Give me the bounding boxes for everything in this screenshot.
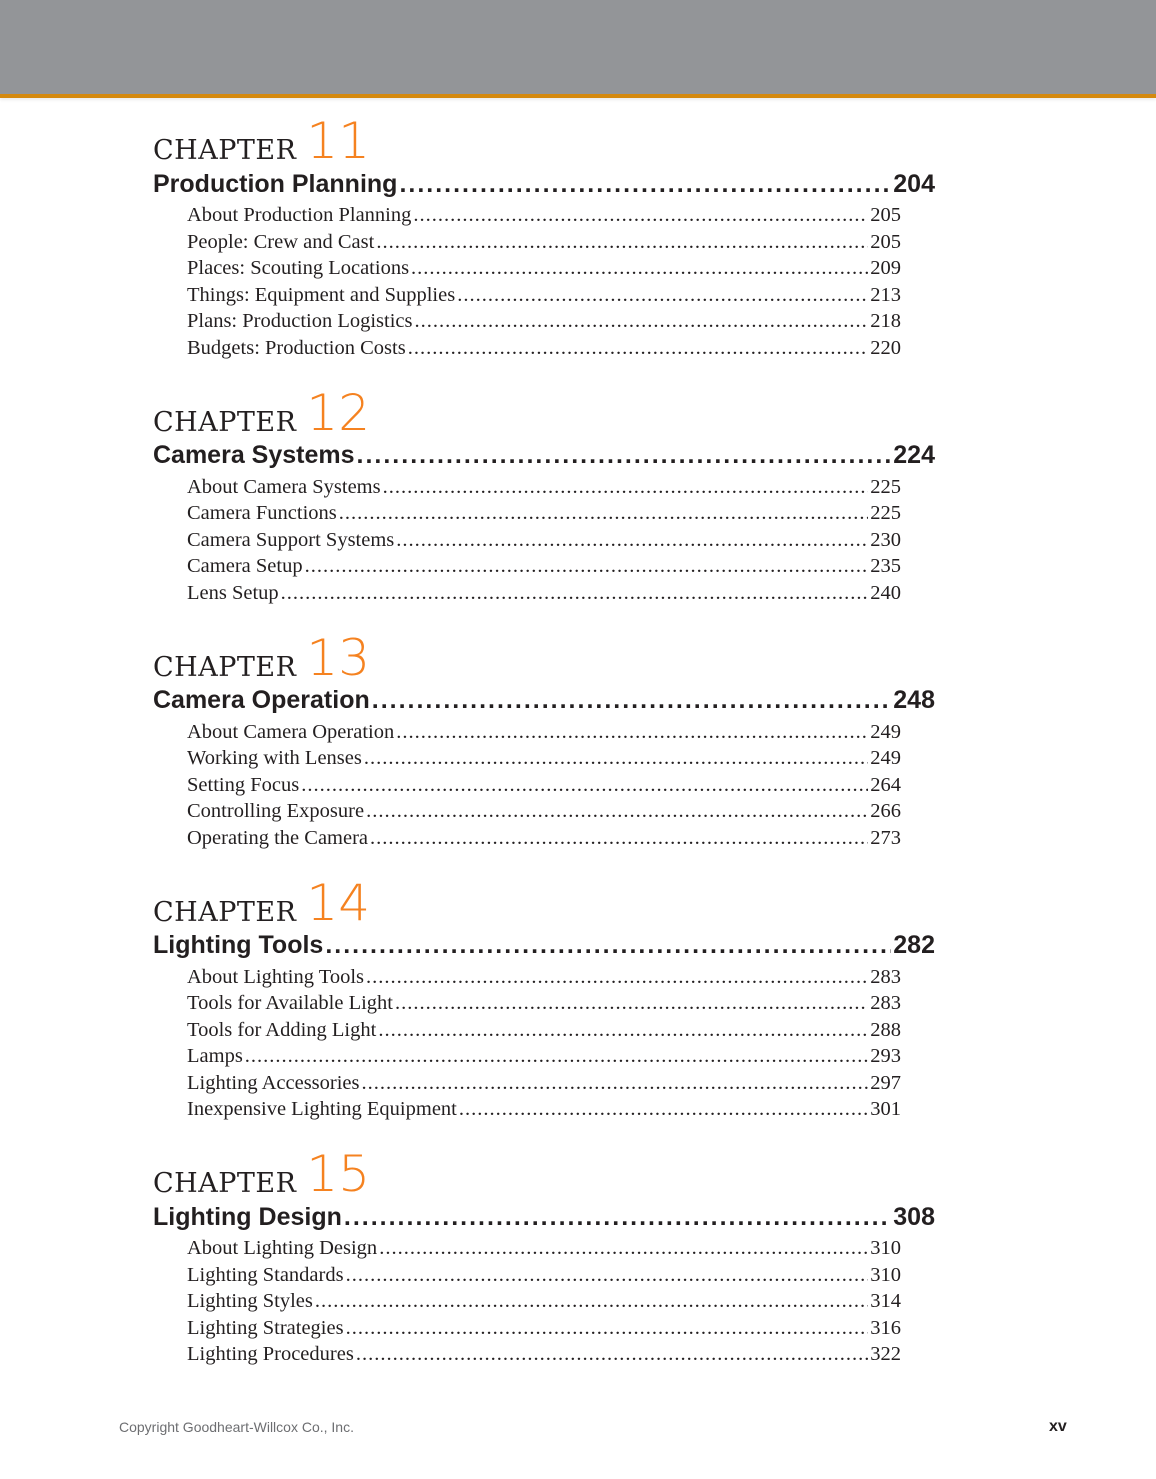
entry-page: 218 [870,310,901,333]
chapter-section [153,874,935,1146]
dot-leader [457,284,868,307]
chapter-number: 15 [306,1145,371,1204]
entry-page: 266 [870,800,901,823]
chapter-word: CHAPTER [153,651,297,683]
chapter-section [153,112,935,384]
dot-leader [399,170,891,199]
chapter-number: 11 [306,112,371,170]
entry-page: 225 [870,475,901,498]
dot-leader [245,1045,868,1068]
toc-entry[interactable] [187,1045,901,1072]
entry-label: Controlling Exposure [187,800,365,823]
dot-leader [396,721,868,744]
spacer [153,609,935,629]
chapter-title-link[interactable] [153,926,935,966]
dot-leader [415,310,869,333]
chapter-page: 248 [893,686,935,715]
chapter-title-link[interactable] [153,436,935,476]
entry-page: 264 [870,773,901,796]
entry-page: 249 [870,747,901,770]
dot-leader [370,827,868,850]
entry-label: Lighting Strategies [187,1316,344,1339]
toc-entry[interactable] [187,747,901,774]
entry-page: 273 [870,826,901,849]
dot-leader [346,1317,869,1340]
toc-entry[interactable] [187,992,901,1019]
table-of-contents [153,112,935,1390]
dot-leader [413,204,868,227]
chapter-title: Camera Operation [153,686,370,715]
toc-entry[interactable] [187,1098,901,1125]
entry-page: 249 [870,720,901,743]
entry-page: 209 [870,257,901,280]
entry-label: Lighting Procedures [187,1343,354,1366]
toc-entry[interactable] [187,1343,901,1370]
dot-leader [396,529,868,552]
entry-page: 297 [870,1071,901,1094]
entry-page: 322 [870,1343,901,1366]
toc-entry[interactable] [187,966,901,993]
entry-page: 205 [870,230,901,253]
dot-leader [281,582,869,605]
entry-label: People: Crew and Cast [187,230,375,253]
entry-page: 240 [870,581,901,604]
toc-entry[interactable] [187,337,901,364]
copyright-notice: Copyright Goodheart-Willcox Co., Inc. [119,1419,354,1435]
toc-entry[interactable] [187,582,901,609]
entry-label: Camera Functions [187,502,337,525]
entry-label: Operating the Camera [187,826,369,849]
chapter-title-link[interactable] [153,164,935,204]
spacer [153,1370,935,1390]
chapter-heading [153,1145,935,1204]
entry-label: Inexpensive Lighting Equipment [187,1098,457,1121]
toc-entry[interactable] [187,800,901,827]
chapter-heading [153,112,935,170]
chapter-title: Production Planning [153,169,398,198]
chapter-word: CHAPTER [153,896,297,928]
toc-entry[interactable] [187,1019,901,1046]
chapter-section [153,629,935,874]
entry-page: 205 [870,204,901,226]
dot-leader [339,502,869,525]
entry-page: 316 [870,1316,901,1339]
entry-label: About Camera Operation [187,720,395,743]
entry-page: 283 [870,992,901,1015]
entry-label: Working with Lenses [187,747,362,770]
chapter-word: CHAPTER [153,406,297,438]
dot-leader [411,257,868,280]
dot-leader [366,800,868,823]
entry-page: 310 [870,1263,901,1286]
dot-leader [459,1098,868,1121]
entry-label: Setting Focus [187,773,300,796]
entry-label: Camera Support Systems [187,528,395,551]
entry-label: Lighting Accessories [187,1071,360,1094]
dot-leader [356,1343,868,1366]
dot-leader [408,337,869,360]
chapter-heading [153,383,935,442]
entry-label: Things: Equipment and Supplies [187,283,456,306]
dot-leader [346,1264,869,1287]
entry-page: 283 [870,965,901,988]
entry-label: Budgets: Production Costs [187,336,406,359]
chapter-number: 14 [306,873,371,932]
dot-leader [344,1203,891,1232]
entry-page: 314 [870,1290,901,1313]
toc-entry[interactable] [187,502,901,529]
toc-entry[interactable] [187,1317,901,1344]
toc-entry[interactable] [187,529,901,556]
entry-label: Lamps [187,1045,243,1068]
toc-entry[interactable] [187,310,901,337]
entry-label: Places: Scouting Locations [187,257,410,280]
chapter-title: Lighting Tools [153,931,324,959]
entry-page: 230 [870,528,901,551]
entry-page: 310 [870,1237,901,1260]
toc-entry[interactable] [187,721,901,748]
dot-leader [379,1237,868,1260]
toc-entry[interactable] [187,204,901,231]
entry-label: Tools for Available Light [187,992,393,1015]
entry-label: About Production Planning [187,204,412,226]
toc-entry[interactable] [187,284,901,311]
toc-entry[interactable] [187,1264,901,1291]
spacer [153,1125,935,1145]
chapter-page: 204 [893,169,935,198]
chapter-title-link[interactable] [153,681,935,721]
entry-label: Camera Setup [187,555,303,578]
dot-leader [325,931,891,960]
entry-label: About Camera Systems [187,475,381,498]
dot-leader [383,476,869,499]
chapter-heading [153,628,935,687]
entry-label: Lighting Standards [187,1263,344,1286]
entry-page: 225 [870,502,901,525]
dot-leader [395,992,868,1015]
dot-leader [315,1290,868,1313]
toc-entry[interactable] [187,1237,901,1264]
chapter-section [153,1145,935,1390]
page-number: xv [1049,1418,1067,1435]
dot-leader [362,1072,869,1095]
entry-label: Lighting Styles [187,1290,313,1313]
toc-entry[interactable] [187,555,901,582]
chapter-title: Camera Systems [153,441,355,470]
chapter-page: 282 [893,931,935,959]
toc-entry[interactable] [187,257,901,284]
chapter-title: Lighting Design [153,1202,342,1231]
spacer [153,364,935,384]
entry-label: Lens Setup [187,581,279,604]
chapter-title-link[interactable] [153,1197,935,1237]
header-band [0,0,1156,98]
toc-entry[interactable] [187,827,901,854]
chapter-page: 224 [893,441,935,470]
dot-leader [305,555,869,578]
entry-page: 220 [870,336,901,359]
dot-leader [376,231,868,254]
dot-leader [372,686,892,715]
entry-page: 293 [870,1045,901,1068]
entry-page: 288 [870,1018,901,1041]
chapter-number: 13 [306,628,371,687]
toc-entry[interactable] [187,1072,901,1099]
dot-leader [366,966,868,989]
toc-entry[interactable] [187,231,901,258]
toc-entry[interactable] [187,774,901,801]
entry-label: About Lighting Design [187,1237,378,1260]
dot-leader [357,441,892,470]
chapter-page: 308 [893,1202,935,1231]
chapter-word: CHAPTER [153,135,297,166]
chapter-heading [153,873,935,932]
chapter-word: CHAPTER [153,1168,297,1200]
dot-leader [378,1019,868,1042]
chapter-section [153,384,935,629]
entry-label: Tools for Adding Light [187,1018,377,1041]
entry-page: 301 [870,1098,901,1121]
dot-leader [364,747,868,770]
entry-page: 213 [870,283,901,306]
toc-entry[interactable] [187,476,901,503]
entry-label: Plans: Production Logistics [187,310,413,333]
chapter-number: 12 [306,383,371,442]
entry-page: 235 [870,555,901,578]
dot-leader [301,774,868,797]
toc-entry[interactable] [187,1290,901,1317]
entry-label: About Lighting Tools [187,965,365,988]
spacer [153,854,935,874]
